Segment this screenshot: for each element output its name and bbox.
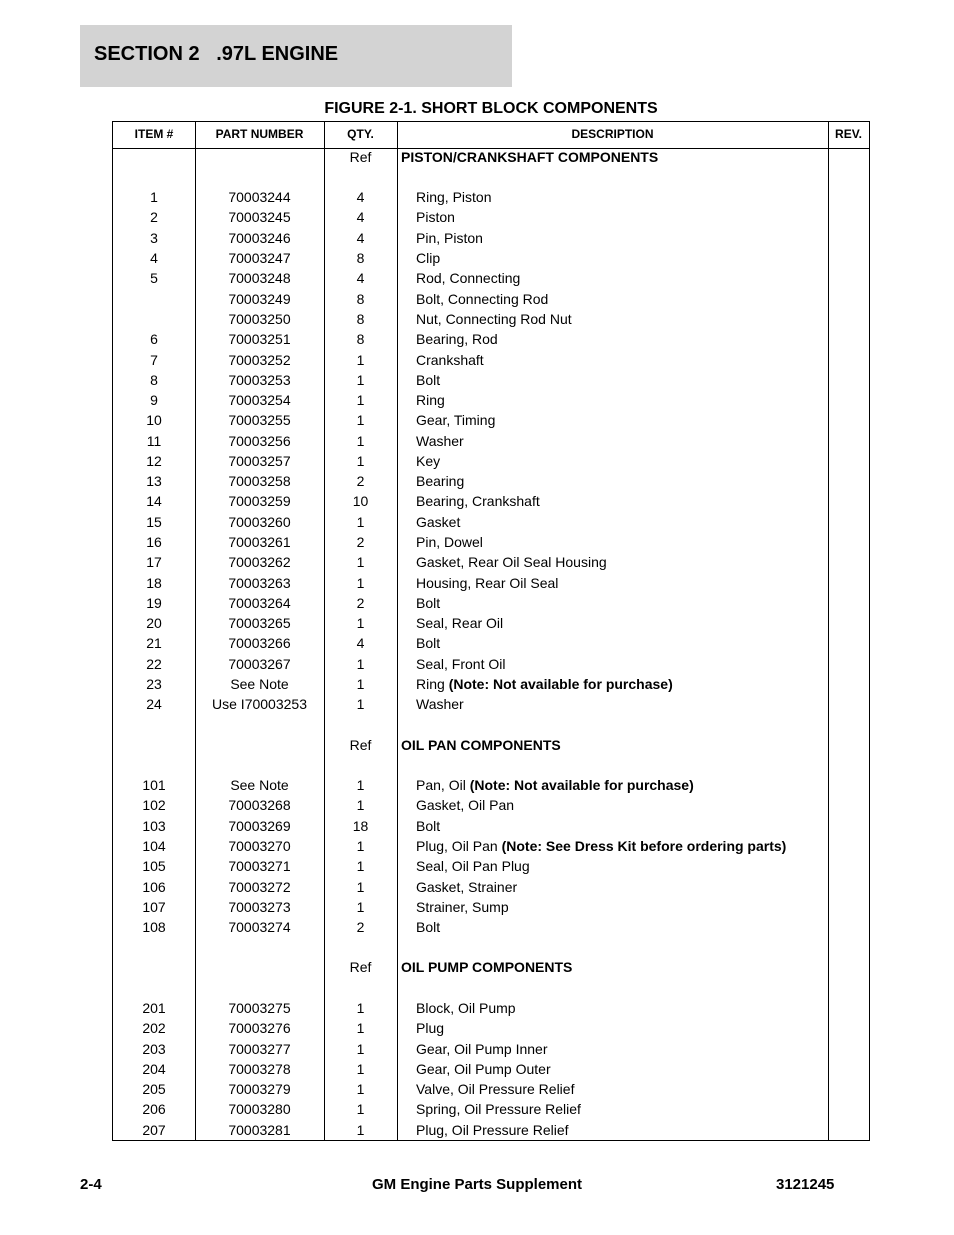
page-number: 2-4 (80, 1176, 102, 1193)
part-number: 70003278 (228, 1061, 291, 1077)
item-number: 2 (150, 209, 158, 225)
quantity: 10 (352, 493, 369, 509)
part-number: See Note (230, 676, 289, 692)
table-row (113, 615, 869, 635)
description-text: Seal, Rear Oil (416, 615, 504, 631)
description (416, 656, 505, 672)
description-text: Block, Oil Pump (416, 1000, 516, 1016)
table-row (113, 635, 869, 655)
part-number: 70003259 (228, 493, 291, 509)
description (416, 230, 483, 246)
document-number: 3121245 (776, 1176, 835, 1193)
description-text: Spring, Oil Pressure Relief (416, 1101, 581, 1117)
quantity: 8 (356, 311, 365, 327)
item-number: 15 (146, 514, 162, 530)
quantity: 4 (356, 189, 365, 205)
description (416, 1061, 551, 1077)
part-number: 70003268 (228, 797, 291, 813)
item-number: 105 (142, 858, 166, 874)
description-text: Gear, Oil Pump Outer (416, 1061, 551, 1077)
part-number: 70003249 (228, 291, 291, 307)
item-number: 3 (150, 230, 158, 246)
description-text: Strainer, Sump (416, 899, 509, 915)
header-item: ITEM # (134, 127, 174, 141)
part-number: Use I70003253 (212, 696, 307, 712)
quantity: Ref (349, 149, 372, 165)
description (416, 1101, 581, 1117)
part-number: 70003250 (228, 311, 291, 327)
quantity: 1 (356, 1101, 365, 1117)
quantity: 1 (356, 899, 365, 915)
part-number: 70003279 (228, 1081, 291, 1097)
table-row (113, 1122, 869, 1142)
table-section-heading-row (113, 737, 869, 757)
description (401, 149, 658, 165)
quantity: 8 (356, 331, 365, 347)
description-text: Bearing, Crankshaft (416, 493, 540, 509)
description-text: Plug, Oil Pan (416, 838, 502, 854)
quantity: 18 (352, 818, 369, 834)
part-number: 70003280 (228, 1101, 291, 1117)
table-section-heading-row (113, 149, 869, 169)
quantity: 1 (356, 1122, 365, 1138)
item-number: 19 (146, 595, 162, 611)
part-number: 70003251 (228, 331, 291, 347)
quantity: 1 (356, 514, 365, 530)
description (416, 514, 460, 530)
quantity: 1 (356, 1041, 365, 1057)
quantity: 1 (356, 1000, 365, 1016)
purchase-note: (Note: See Dress Kit before ordering parts) (501, 838, 787, 854)
description (416, 777, 694, 793)
section-heading-text: PISTON/CRANKSHAFT COMPONENTS (401, 149, 659, 165)
table-row (113, 1061, 869, 1081)
part-number: 70003258 (228, 473, 291, 489)
table-row (113, 372, 869, 392)
description-text: Bolt (416, 818, 441, 834)
table-row (113, 595, 869, 615)
part-number: 70003245 (228, 209, 291, 225)
description-text: Pan, Oil (416, 777, 470, 793)
table-row (113, 838, 869, 858)
description (416, 534, 483, 550)
part-number: 70003277 (228, 1041, 291, 1057)
part-number: 70003266 (228, 635, 291, 651)
part-number: 70003274 (228, 919, 291, 935)
quantity: Ref (349, 959, 372, 975)
description (416, 453, 440, 469)
item-number: 7 (150, 352, 158, 368)
table-row (113, 1041, 869, 1061)
table-row (113, 696, 869, 716)
table-row (113, 1081, 869, 1101)
table-row (113, 676, 869, 696)
table-row (113, 1101, 869, 1121)
table-row (113, 453, 869, 473)
part-number: 70003246 (228, 230, 291, 246)
part-number: 70003252 (228, 352, 291, 368)
description-text: Seal, Oil Pan Plug (416, 858, 530, 874)
description-text: Bolt (416, 919, 441, 935)
table-row (113, 392, 869, 412)
header-part-number: PART NUMBER (215, 127, 304, 141)
description (416, 412, 495, 428)
description-text: Nut, Connecting Rod Nut (416, 311, 572, 327)
quantity: 2 (356, 473, 365, 489)
description (416, 1000, 516, 1016)
description (416, 209, 455, 225)
part-number: 70003256 (228, 433, 291, 449)
section-title: SECTION 2 .97L ENGINE (94, 43, 339, 65)
quantity: 1 (356, 372, 365, 388)
quantity: 1 (356, 392, 365, 408)
quantity: 1 (356, 879, 365, 895)
section-heading-text: OIL PUMP COMPONENTS (401, 959, 573, 975)
table-row (113, 534, 869, 554)
description-text: Bolt (416, 635, 441, 651)
parts-table (112, 121, 870, 1141)
table-row (113, 899, 869, 919)
item-number: 24 (146, 696, 162, 712)
quantity: Ref (349, 737, 372, 753)
quantity: 1 (356, 575, 365, 591)
part-number: 70003255 (228, 412, 291, 428)
description-text: Gasket (416, 514, 461, 530)
description (416, 291, 548, 307)
description (416, 858, 530, 874)
description (416, 270, 520, 286)
description-text: Ring, Piston (416, 189, 492, 205)
header-description: DESCRIPTION (571, 127, 654, 141)
item-number: 6 (150, 331, 158, 347)
table-row (113, 514, 869, 534)
part-number: 70003273 (228, 899, 291, 915)
item-number: 203 (142, 1041, 166, 1057)
table-row (113, 230, 869, 250)
description-text: Plug (416, 1020, 445, 1036)
table-row (113, 858, 869, 878)
description (416, 311, 572, 327)
purchase-note: (Note: Not available for purchase) (469, 777, 694, 793)
description-text: Bolt (416, 372, 441, 388)
part-number: 70003254 (228, 392, 291, 408)
table-row (113, 575, 869, 595)
item-number: 4 (150, 250, 158, 266)
description (416, 818, 440, 834)
description-text: Gasket, Rear Oil Seal Housing (416, 554, 607, 570)
quantity: 4 (356, 209, 365, 225)
description-text: Bolt (416, 595, 441, 611)
item-number: 22 (146, 656, 162, 672)
description-text: Ring (416, 676, 449, 692)
quantity: 1 (356, 676, 365, 692)
description (416, 696, 464, 712)
description (416, 392, 445, 408)
quantity: 1 (356, 453, 365, 469)
description (416, 595, 440, 611)
table-row (113, 433, 869, 453)
part-number: 70003267 (228, 656, 291, 672)
item-number: 104 (142, 838, 166, 854)
item-number: 108 (142, 919, 166, 935)
item-number: 14 (146, 493, 162, 509)
description (401, 959, 572, 975)
description (416, 797, 514, 813)
quantity: 1 (356, 352, 365, 368)
description (416, 676, 673, 692)
item-number: 12 (146, 453, 162, 469)
description-text: Washer (416, 433, 464, 449)
description-text: Gear, Timing (416, 412, 496, 428)
quantity: 1 (356, 433, 365, 449)
part-number: 70003275 (228, 1000, 291, 1016)
item-number: 201 (142, 1000, 166, 1016)
item-number: 23 (146, 676, 162, 692)
section-banner (80, 25, 512, 87)
table-row (113, 473, 869, 493)
quantity: 1 (356, 696, 365, 712)
description (416, 473, 464, 489)
part-number: 70003262 (228, 554, 291, 570)
part-number: 70003247 (228, 250, 291, 266)
table-row (113, 331, 869, 351)
quantity: 1 (356, 858, 365, 874)
description-text: Pin, Piston (416, 230, 483, 246)
item-number: 5 (150, 270, 158, 286)
table-section-heading-row (113, 959, 869, 979)
description-text: Rod, Connecting (416, 270, 521, 286)
item-number: 106 (142, 879, 166, 895)
description (416, 879, 517, 895)
part-number: 70003244 (228, 189, 291, 205)
part-number: 70003261 (228, 534, 291, 550)
publication-title: GM Engine Parts Supplement (371, 1176, 583, 1193)
table-row (113, 797, 869, 817)
part-number: 70003260 (228, 514, 291, 530)
description (416, 372, 440, 388)
table-row (113, 656, 869, 676)
quantity: 1 (356, 797, 365, 813)
item-number: 205 (142, 1081, 166, 1097)
description-text: Gear, Oil Pump Inner (416, 1041, 548, 1057)
description-text: Bolt, Connecting Rod (416, 291, 549, 307)
item-number: 206 (142, 1101, 166, 1117)
table-row (113, 291, 869, 311)
item-number: 202 (142, 1020, 166, 1036)
quantity: 1 (356, 1081, 365, 1097)
item-number: 207 (142, 1122, 166, 1138)
quantity: 1 (356, 554, 365, 570)
item-number: 18 (146, 575, 162, 591)
quantity: 4 (356, 270, 365, 286)
table-row (113, 270, 869, 290)
part-number: See Note (230, 777, 289, 793)
table-row (113, 554, 869, 574)
header-qty: QTY. (347, 127, 374, 141)
quantity: 1 (356, 838, 365, 854)
part-number: 70003276 (228, 1020, 291, 1036)
description (416, 433, 464, 449)
description (416, 1122, 569, 1138)
description (416, 1041, 548, 1057)
quantity: 1 (356, 1061, 365, 1077)
item-number: 204 (142, 1061, 166, 1077)
description-text: Gasket, Oil Pan (416, 797, 515, 813)
description (416, 1081, 574, 1097)
table-row (113, 209, 869, 229)
description (416, 493, 540, 509)
part-number: 70003269 (228, 818, 291, 834)
quantity: 2 (356, 919, 365, 935)
table-row (113, 818, 869, 838)
quantity: 2 (356, 595, 365, 611)
quantity: 1 (356, 412, 365, 428)
part-number: 70003263 (228, 575, 291, 591)
table-row (113, 493, 869, 513)
part-number: 70003257 (228, 453, 291, 469)
description-text: Gasket, Strainer (416, 879, 518, 895)
item-number: 13 (146, 473, 162, 489)
item-number: 103 (142, 818, 166, 834)
description-text: Bearing (416, 473, 465, 489)
part-number: 70003264 (228, 595, 291, 611)
description-text: Housing, Rear Oil Seal (416, 575, 559, 591)
item-number: 16 (146, 534, 162, 550)
table-row (113, 1000, 869, 1020)
table-row (113, 777, 869, 797)
item-number: 21 (146, 635, 162, 651)
quantity: 1 (356, 656, 365, 672)
description (416, 615, 503, 631)
part-number: 70003272 (228, 879, 291, 895)
item-number: 107 (142, 899, 166, 915)
description (416, 1020, 444, 1036)
description-text: Clip (416, 250, 441, 266)
quantity: 8 (356, 291, 365, 307)
table-row (113, 250, 869, 270)
section-heading-text: OIL PAN COMPONENTS (401, 737, 561, 753)
description (416, 352, 484, 368)
description-text: Pin, Dowel (416, 534, 483, 550)
table-row (113, 311, 869, 331)
figure-title: FIGURE 2-1. SHORT BLOCK COMPONENTS (324, 100, 658, 117)
description (416, 250, 440, 266)
part-number: 70003281 (228, 1122, 291, 1138)
item-number: 20 (146, 615, 162, 631)
description-text: Bearing, Rod (416, 331, 498, 347)
table-row (113, 352, 869, 372)
description-text: Plug, Oil Pressure Relief (416, 1122, 569, 1138)
item-number: 11 (146, 433, 162, 449)
part-number: 70003248 (228, 270, 291, 286)
description (416, 331, 498, 347)
description (416, 189, 491, 205)
part-number: 70003270 (228, 838, 291, 854)
quantity: 4 (356, 230, 365, 246)
part-number: 70003271 (228, 858, 291, 874)
quantity: 1 (356, 1020, 365, 1036)
item-number: 101 (142, 777, 166, 793)
description (401, 737, 561, 753)
quantity: 2 (356, 534, 365, 550)
item-number: 9 (150, 392, 158, 408)
table-row (113, 879, 869, 899)
item-number: 102 (142, 797, 166, 813)
quantity: 8 (356, 250, 365, 266)
quantity: 1 (356, 615, 365, 631)
item-number: 10 (146, 412, 162, 428)
part-number: 70003253 (228, 372, 291, 388)
part-number: 70003265 (228, 615, 291, 631)
description (416, 554, 607, 570)
table-row (113, 919, 869, 939)
description (416, 635, 440, 651)
description (416, 575, 558, 591)
description (416, 899, 509, 915)
purchase-note: (Note: Not available for purchase) (448, 676, 673, 692)
description-text: Ring (416, 392, 445, 408)
quantity: 4 (356, 635, 365, 651)
description-text: Seal, Front Oil (416, 656, 506, 672)
item-number: 17 (146, 554, 162, 570)
description (416, 919, 440, 935)
description-text: Key (416, 453, 441, 469)
description-text: Crankshaft (416, 352, 484, 368)
quantity: 1 (356, 777, 365, 793)
item-number: 8 (150, 372, 158, 388)
description-text: Washer (416, 696, 464, 712)
header-rev: REV. (835, 127, 862, 141)
table-row (113, 189, 869, 209)
item-number: 1 (150, 189, 158, 205)
description-text: Piston (416, 209, 455, 225)
table-row (113, 1020, 869, 1040)
table-row (113, 412, 869, 432)
description-text: Valve, Oil Pressure Relief (416, 1081, 575, 1097)
description (416, 838, 786, 854)
